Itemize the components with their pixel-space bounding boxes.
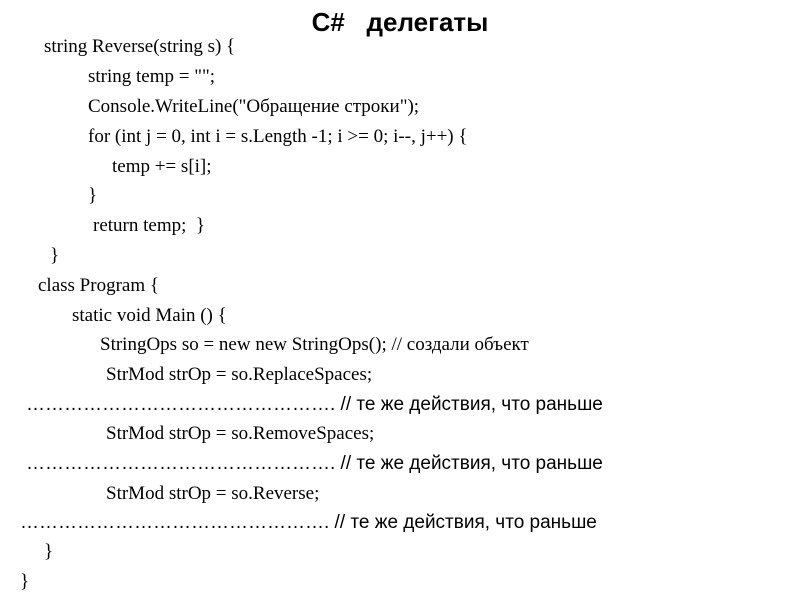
comment-line-same-actions-3: …………………………………………. // те же действия, что раньше xyxy=(20,512,597,533)
code-line-strop-reverse: StrMod strOp = so.Reverse; xyxy=(106,483,320,504)
code-line-class-close: } xyxy=(50,245,60,266)
code-line-for-close: } xyxy=(88,185,98,206)
slide-title: C# делегаты xyxy=(311,7,489,37)
code-line-main-signature: static void Main () { xyxy=(72,305,227,326)
code-line-class-program: class Program { xyxy=(38,275,159,296)
code-line-strop-replace: StrMod strOp = so.ReplaceSpaces; xyxy=(106,364,373,385)
code-line-main-close: } xyxy=(44,541,54,562)
code-line-return: return temp; } xyxy=(93,215,206,236)
code-line-create-object: StringOps so = new new StringOps(); // создали объект xyxy=(100,334,529,355)
comment-line-same-actions-2: …………………………………………. // те же действия, что раньше xyxy=(26,453,603,474)
code-line-strop-remove: StrMod strOp = so.RemoveSpaces; xyxy=(106,423,375,444)
code-line-program-close: } xyxy=(20,571,30,592)
comment-line-same-actions-1: …………………………………………. // те же действия, что раньше xyxy=(26,394,603,415)
code-line-temp-append: temp += s[i]; xyxy=(112,156,212,177)
code-line-reverse-signature: string Reverse(string s) { xyxy=(44,36,236,57)
code-line-temp-init: string temp = ""; xyxy=(88,66,216,87)
code-line-for-loop: for (int j = 0, int i = s.Length -1; i >= 0; i--, j++) { xyxy=(88,126,468,147)
code-line-console-writeline: Console.WriteLine("Обращение строки"); xyxy=(88,96,420,117)
